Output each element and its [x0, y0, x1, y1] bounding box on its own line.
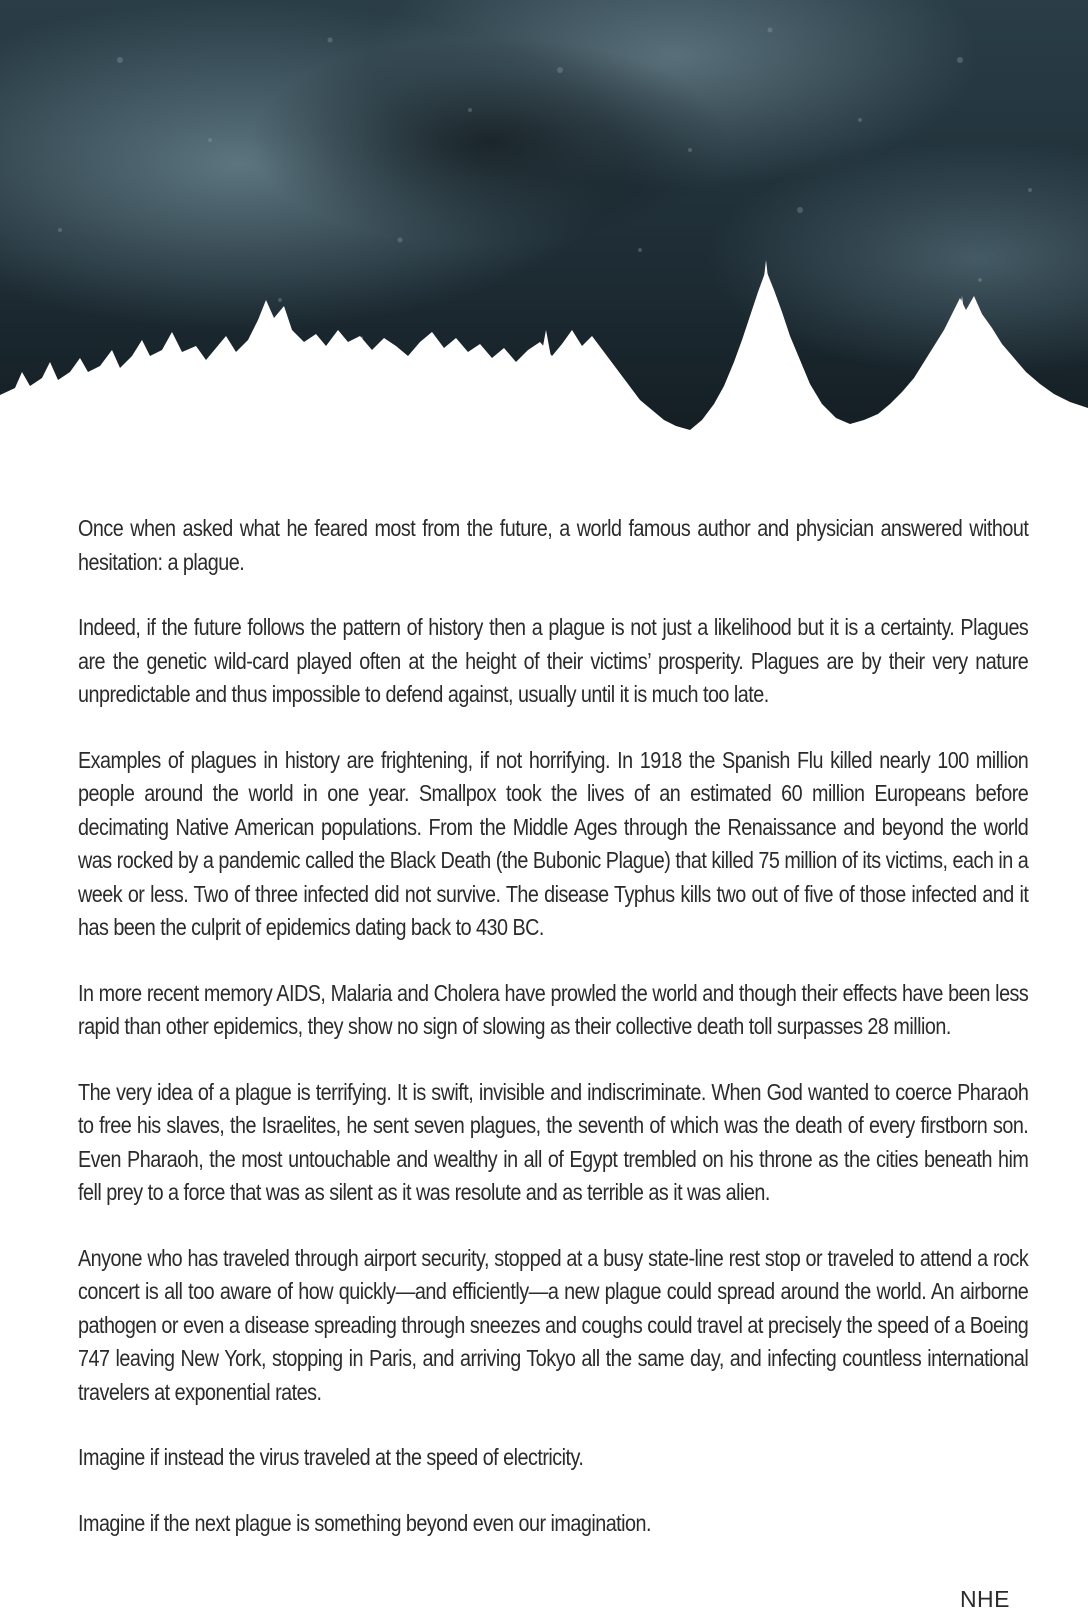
- paragraph-recent-memory: In more recent memory AIDS, Malaria and Cholera have prowled the world and though their effects have been less rapid than other epidemics, they show no sign of slowing as their collective death toll surpasses 28 million.: [78, 979, 1029, 1039]
- paragraph-terrifying-idea: The very idea of a plague is terrifying. It is swift, invisible and indiscriminate. When God wanted to coerce Pharaoh to free his slaves, the Israelites, he sent seven plagues, the seventh of which was the death of every firstborn son. Even Pharaoh, the most untouchable and wealthy in all of Egypt trembled on his throne as the cities beneath him fell prey to a force that was as silent as it was resolute and as terrible as it was alien.: [78, 1078, 1029, 1205]
- article-body: [78, 512, 1028, 1572]
- author-signature: NHE: [959, 1586, 1010, 1612]
- forest-silhouette-illustration: [0, 0, 1088, 470]
- forest-banner-image: [0, 0, 1088, 470]
- paragraph-plague-examples: Examples of plagues in history are frightening, if not horrifying. In 1918 the Spanish Flu killed nearly 100 million people around the world in one year. Smallpox took the lives of an estimated 60 million Europeans before decimating Native American populations. From the Middle Ages through the Renaissance and beyond the world was rocked by a pandemic called the Black Death (the Bubonic Plague) that killed 75 million of its victims, each in a week or less. Two of three infected did not survive. The disease Typhus kills two out of five of those infected and it has been the culprit of epidemics dating back to 430 BC.: [78, 746, 1029, 940]
- paragraph-travel-spread: Anyone who has traveled through airport security, stopped at a busy state-line rest stop or traveled to attend a rock concert is all too aware of how quickly—and efficiently—a new plague could spread around the world. An airborne pathogen or even a disease spreading through sneezes and coughs could travel at precisely the speed of a Boeing 747 leaving New York, stopping in Paris, and arriving Tokyo all the same day, and infecting countless international travelers at exponential rates.: [78, 1244, 1029, 1405]
- paragraph-intro: Once when asked what he feared most from the future, a world famous author and physician answered without hesitation: a plague.: [78, 515, 1029, 575]
- paragraph-history-pattern: Indeed, if the future follows the pattern of history then a plague is not just a likelihood but it is a certainty. Plagues are the genetic wild-card played often at the height of their victims’ prosperity. Plagues are by their very nature unpredictable and thus impossible to defend against, usually until it is much too late.: [78, 614, 1029, 707]
- paragraph-imagine-electricity: Imagine if instead the virus traveled at the speed of electricity.: [78, 1444, 584, 1470]
- paragraph-imagine-next-plague: Imagine if the next plague is something beyond even our imagination.: [78, 1509, 651, 1536]
